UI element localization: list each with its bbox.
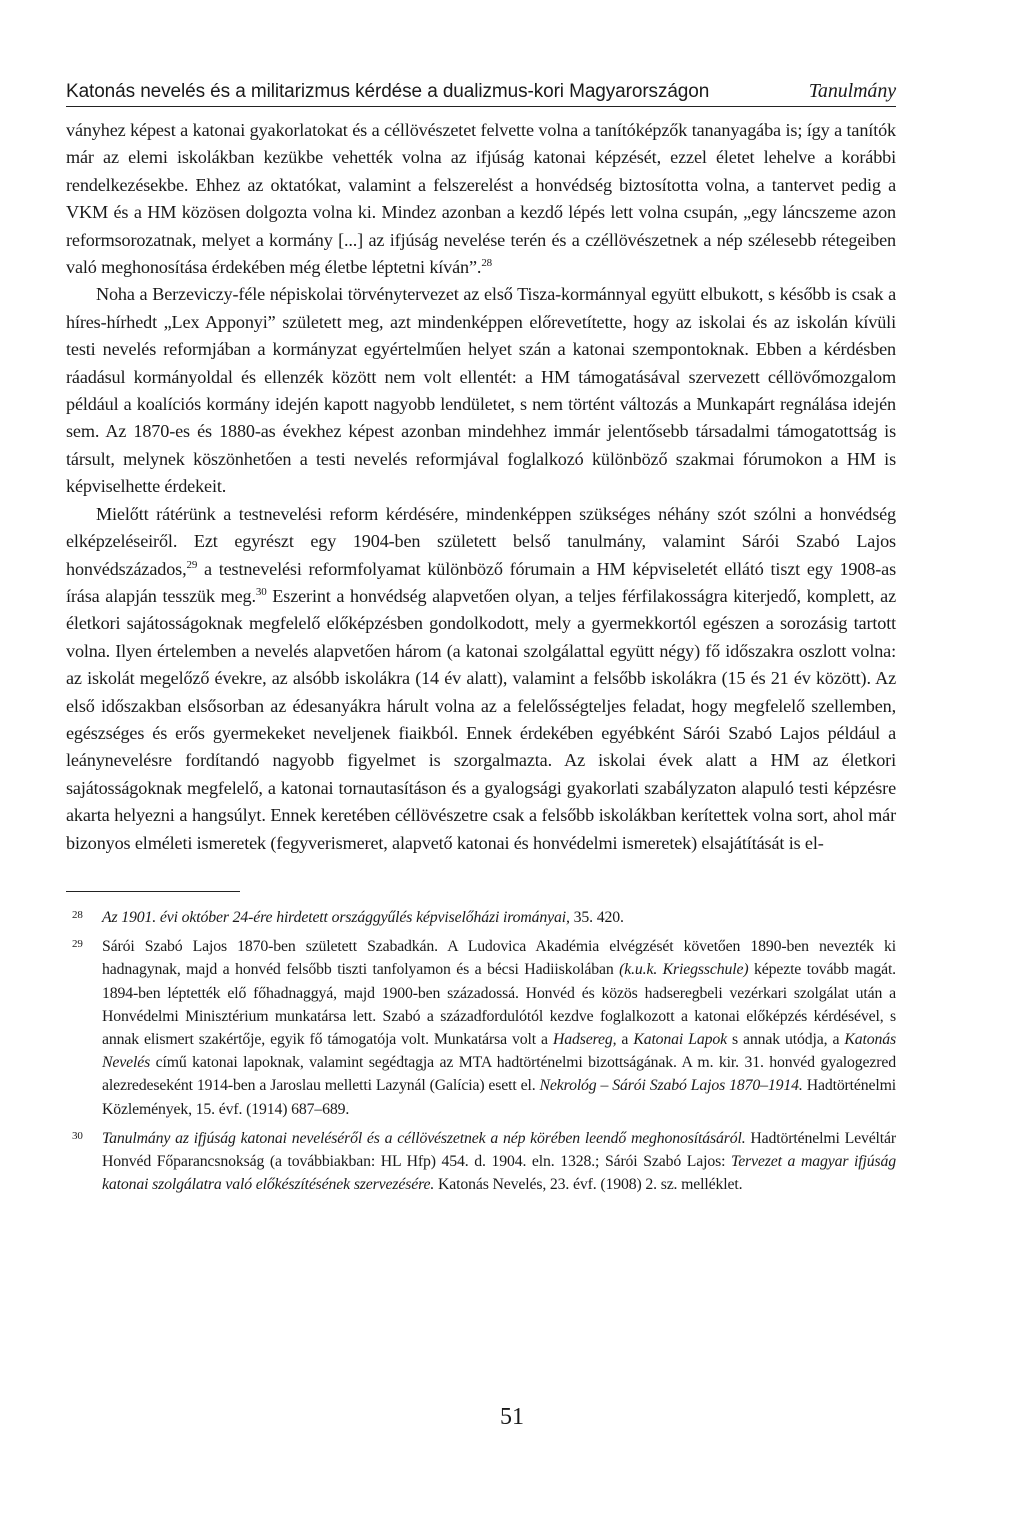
header-section: Tanulmány	[808, 80, 896, 102]
paragraph-2	[66, 281, 896, 500]
footnote-italic: Hadsereg,	[552, 1030, 617, 1048]
footnote-italic: Katonás Nevelés	[102, 1030, 896, 1072]
footnote-text	[102, 935, 896, 1121]
page-content	[66, 80, 896, 1202]
footnote-ref-28[interactable]: 28	[481, 256, 493, 269]
paragraph-3-text-a: Mielőtt rátérünk a testnevelési reform kérdésére, mindenképpen szükséges néhány szót szólni a honvédség elképzeléseiről. Ezt egyrészt egy 1904-ben született belső tanulmány, valamint Sárói Szabó Lajos honvédszázados,	[66, 503, 896, 579]
body-text	[66, 117, 896, 857]
footnote-divider	[66, 891, 240, 892]
paragraph-3	[66, 501, 896, 857]
footnote-number: 30	[72, 1129, 83, 1142]
footnote-plain: képezte tovább magát. 1894-ben léptették elő főhadnaggyá, majd 1900-ben századossá. Honvéd és közös hadseregbeli vezérkari szolgálat után a Honvédelmi Minisztérium munkatársa lett. Szabó a századfordulótól kezdve foglalkozott a katonai előképzés kérdésével, s annak elismert szakértője, egyik fő támogatója volt. Munkatársa volt a	[102, 961, 896, 1048]
footnote-italic: Tanulmány az ifjúság katonai neveléséről és a céllövészetnek a nép körében leendő meghonosításáról.	[102, 1129, 746, 1147]
footnote-ref-29[interactable]: 29	[186, 558, 198, 571]
footnote-plain: Katonás Nevelés, 23. évf. (1908) 2. sz. melléklet.	[434, 1176, 743, 1194]
footnote-plain: s annak utódja, a	[726, 1030, 845, 1048]
header-title: Katonás nevelés és a militarizmus kérdése a dualizmus-kori Magyarországon	[66, 81, 710, 102]
paragraph-1-text: ványhez képest a katonai gyakorlatokat és a céllövészetet felvette volna a tanítóképzők tananyagába is; így a tanítók már az elemi iskolákban kezükbe vehették volna az ifjúság katonai képzését, ezzel életet lehelve a korábbi rendelkezésekbe. Ehhez az oktatókat, valamint a felszerelést a honvédség biztosította volna, a tantervet pedig a VKM és a HM közösen dolgozta volna ki. Mindez azonban a kezdő lépés lett volna csupán, „egy láncszeme azon reformsorozatnak, melyet a kormány [...] az ifjúság nevelése terén és a czéllövészetnek a nép szélesebb rétegeiben való meghonosítása érdekében még életbe léptetni kíván”.	[66, 120, 896, 278]
footnote-plain: című katonai lapoknak, valamint segédtagja az MTA hadtörténelmi bizottságának. A m. kir. 31. honvéd gyalogezred alezredeseként 1914-ben a Jaroslau melletti Lazynál (Galícia) esett el.	[102, 1054, 896, 1095]
paragraph-3-text-b: a testnevelési reformfolyamat különböző fórumain a HM képviseletét ellátó tiszt egy 1908-as írása alapján tesszük meg.	[66, 558, 896, 606]
footnote-number: 28	[72, 908, 83, 921]
footnote-29	[66, 935, 896, 1121]
footnote-italic: Nekrológ – Sárói Szabó Lajos 1870–1914.	[539, 1077, 803, 1095]
paragraph-1	[66, 117, 896, 281]
footnote-italic: (k.u.k. Kriegsschule)	[619, 961, 749, 979]
page-number: 51	[500, 1404, 524, 1430]
footnote-plain: a	[616, 1030, 634, 1048]
footnote-number: 29	[72, 938, 83, 951]
footnote-plain: Hadtörténelmi Levéltár Honvéd Főparancsnokság (a továbbiakban: HL Hfp) 454. d. 1904. eln. 1328.; Sárói Szabó Lajos:	[102, 1129, 896, 1170]
footnote-28	[66, 906, 896, 929]
footnote-italic: Az 1901. évi október 24-ére hirdetett országgyűlés képviselőházi irományai,	[102, 908, 570, 926]
footnote-text	[102, 1127, 896, 1197]
footnote-italic: Katonai Lapok	[633, 1030, 727, 1048]
footnote-italic: Tervezet a magyar ifjúság katonai szolgálatra való előkészítésének szervezésére.	[102, 1153, 896, 1194]
footnote-plain: Sárói Szabó Lajos 1870-ben született Szabadkán. A Ludovica Akadémia elvégzését követően 1890-ben nevezték ki hadnagynak, majd a honvéd felsőbb tiszti tanfolyamon és a bécsi Hadiiskolában	[102, 938, 896, 979]
footnote-plain: 35. 420.	[569, 908, 624, 926]
footnote-ref-30[interactable]: 30	[255, 585, 267, 598]
footnotes	[66, 906, 896, 1196]
footnote-plain: Hadtörténelmi Közlemények, 15. évf. (1914) 687–689.	[102, 1077, 896, 1118]
paragraph-3-text-c: Eszerint a honvédség alapvetően olyan, a teljes férfilakosságra kiterjedő, komplett, az életkori sajátosságoknak megfelelő előképzésben gondolkodott, mely a gyermekkortól egészen a sorozásig tartott volna. Ilyen értelemben a nevelés alapvetően három (a katonai szolgálattal együtt négy) fő időszakra oszlott volna: az iskolát megelőző évekre, az alsóbb iskolákra (14 év alatt), valamint a felsőbb iskolákra (15 és 21 év között). Az első időszakban elsősorban az édesanyákra hárult volna az a felelősségteljes feladat, hogy megfelelő szellemben, egészséges és erős gyermekeket neveljenek fiaikból. Ennek érdekében egyébként Sárói Szabó Lajos például a leánynevelésre fordítandó nagyobb figyelmet is szorgalmazta. Az iskolai évek alatt a HM az életkori sajátosságoknak megfelelő, a katonai tornautasításon és a gyalogsági gyakorlati szabályzaton alapuló testi képzésre akarta helyezni a hangsúlyt. Ennek keretében céllövészetre csak a felsőbb iskolákban kerítettek volna sort, ahol már bizonyos elméleti ismeretek (fegyverismeret, alapvető katonai és honvédelmi ismeretek) elsajátítását is el-	[66, 585, 896, 853]
footnote-30	[66, 1127, 896, 1197]
running-header	[66, 80, 896, 107]
paragraph-2-text: Noha a Berzeviczy-féle népiskolai törvénytervezet az első Tisza-kormánnyal együtt elbukott, s később is csak a híres-hírhedt „Lex Apponyi” született meg, azt mindenképpen előrevetítette, hogy az iskolai és az iskolán kívüli testi nevelés reformjában a kormányzat egyértelműen helyet szán a katonai szempontoknak. Ebben a kérdésben ráadásul kormányoldal és ellenzék között nem volt ellentét: a HM támogatásával szervezett céllövőmozgalom például a koalíciós kormány idején kapott nagyobb lendületet, s nem történt változás a Munkapárt regnálása idején sem. Az 1870-es és 1880-as évekhez képest azonban mindehhez immár jelentősebb társadalmi támogatottság is társult, melynek köszönhetően a testi nevelés reformjával foglalkozó különböző szakmai fórumokon a HM is képviselhette érdekeit.	[66, 284, 896, 497]
footnote-text	[102, 906, 896, 929]
